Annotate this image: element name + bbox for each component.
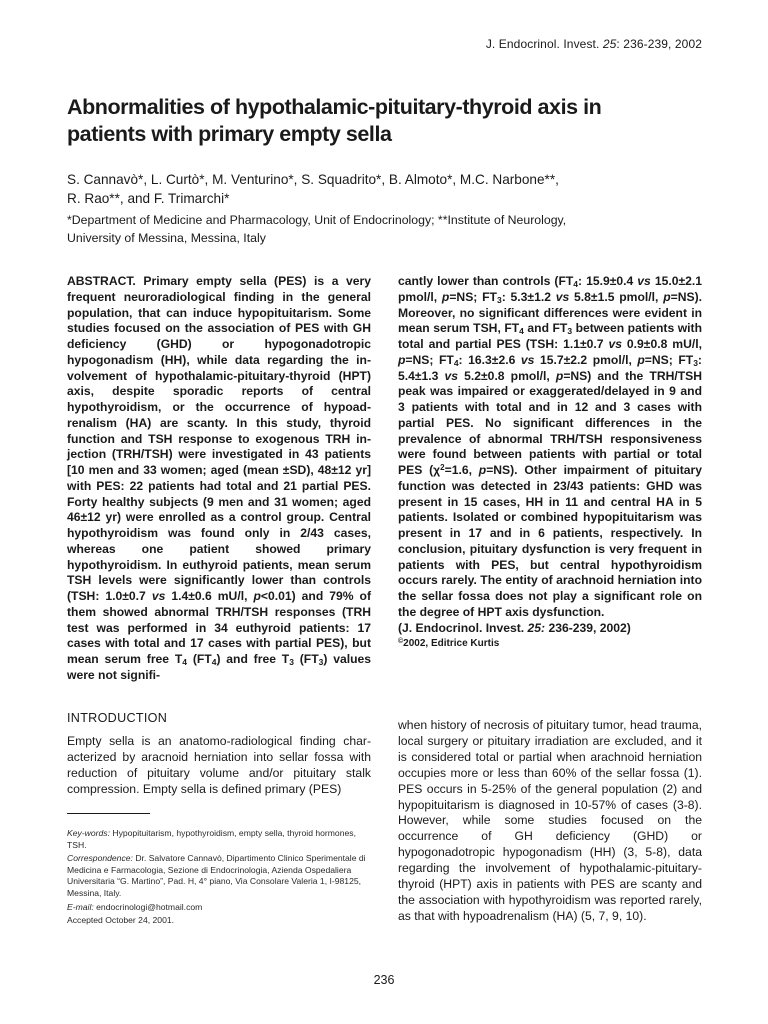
- introduction-heading: INTRODUCTION: [67, 711, 168, 725]
- abstract-text: p: [663, 289, 671, 304]
- keywords-label: Key-words:: [67, 828, 110, 838]
- journal-name: J. Endocrinol. Invest.: [485, 37, 600, 51]
- citation-text: 236-239, 2002): [545, 620, 631, 635]
- abstract-text: vs: [608, 337, 622, 351]
- abstract-text: 1.4±0.6 mU/l,: [165, 589, 254, 603]
- keywords-text: Hypopituitarism, hypothyroidism, empty sella, thyroid hormones, TSH.: [67, 828, 356, 850]
- keywords-footnote: [67, 828, 371, 851]
- subscript: 3: [318, 657, 324, 667]
- correspondence-text: Dr. Salvatore Cannavò, Dipartimento Clinico Sperimentale di Medicina e Farmacologia, Sezione di Endocrinologia, Azienda Ospedaliera Universitaria “G. Martino”, Pad. H, 4° piano, Via Consolare Valeria 1, I-98125, Messina, Italy.: [67, 853, 366, 898]
- affiliation-line-1: *Department of Medicine and Pharmacology, Unit of Endocrinology; **Institute of Neurology,: [67, 213, 567, 227]
- email-footnote: [67, 902, 371, 914]
- citation-volume: 25:: [527, 620, 546, 635]
- copyright-text: 2002, Editrice Kurtis: [403, 638, 500, 650]
- affiliation: [67, 211, 717, 247]
- abstract-text: ) values were not signifi-: [67, 652, 371, 682]
- correspondence-label: Correspondence:: [67, 853, 133, 864]
- abstract-text: =NS; FT: [405, 352, 454, 367]
- page-number: 236: [373, 973, 395, 987]
- abstract-text: : 15.9±0.4: [578, 274, 638, 288]
- abstract-right-column: [398, 274, 702, 651]
- abstract-text: =NS; FT: [644, 352, 694, 367]
- abstract-label: ABSTRACT.: [67, 274, 136, 288]
- abstract-text: and FT: [523, 321, 568, 336]
- abstract-text: p: [253, 589, 261, 603]
- abstract-text: p: [555, 368, 564, 383]
- subscript: 4: [182, 657, 188, 667]
- article-title: [67, 94, 707, 148]
- copyright-notice: [398, 636, 702, 651]
- abstract-text: Primary empty sella (PES) is a very frequent neuroradiological finding in the general population, that can induce hypopituitarism. Some studies focused on the association of PES with GH deficiency (GHD) or hypogonadotropic hypogonadism (HH), while data regarding the involvement of hypothalamic-pituitary-thyroid (HPT) axis, despite sporadic reports of central hypothyroidism, or the occurrence of hypoadrenalism (HA) are scanty. In this study, thyroid function and TSH response to exogenous TRH injection (TRH/TSH) were investigated in 43 patients [10 men and 33 women; aged (mean ±SD), 48±12 yr] with PES: 22 patients had total and 21 partial PES. Forty healthy subjects (9 men and 31 women; aged 46±12 yr) were enrolled as a control group. Central hypothyroidism was found only in 2/43 cases, whereas one patient showed primary hypothyroidism. In euthyroid patients, mean serum TSH levels were significantly lower than controls (TSH: 1.0±0.7: [67, 274, 371, 603]
- abstract-text: vs: [444, 368, 459, 383]
- introduction-right-text: when history of necrosis of pituitary tumor, head trauma, local surgery or pituitary irradiation are excluded, and it is considered total or partial when arachnoid herniation occupies more or less than 60% of the sellar fossa (1). PES occurs in 5-25% of the general population (2) and hypopituitarism is diagnosed in 10-57% of cases (3-8). However, while some studies focused on the occurrence of GH deficiency (GHD) or hypogonadotropic hypogonadism (HH) (3, 5-8), data regarding the involvement of hypothalamic-pituitary-thyroid (HPT) axis in patients with PES are scanty and the association with hypothyroidism was reported rarely, as that with hypoadrenalism (HA) (5, 7, 9, 10).: [398, 718, 702, 923]
- authors-line-2: R. Rao**, and F. Trimarchi*: [67, 191, 230, 206]
- subscript: 4: [453, 357, 459, 368]
- subscript: 3: [496, 294, 502, 305]
- introduction-left-text: Empty sella is an anatomo-radiological finding characterized by aracnoid herniation into sellar fossa with reduction of pituitary volume and/or pituitary stalk compression. Empty sella is defined primary (PES): [67, 734, 371, 796]
- affiliation-line-2: University of Messina, Messina, Italy: [67, 231, 266, 245]
- footnote-divider: [67, 813, 150, 814]
- correspondence-footnote: [67, 853, 371, 899]
- abstract-text: =NS). Other impairment of pituitary function was detected in 23/43 patients: GHD was present in 15 cases, HH in 11 and central HA in 5 patients. Isolated or combined hypopituitarism was present in 17 and in 6 patients, respectively. In conclusion, pituitary dysfunction is very frequent in patients with PES, but central hypothyroidism occurs rarely. The entity of arachnoid herniation into the sellar fossa does not play a significant role on the degree of HPT axis dysfunction.: [398, 463, 702, 619]
- abstract-text: p: [398, 352, 406, 367]
- abstract-text: vs: [637, 274, 651, 288]
- subscript: 3: [693, 357, 698, 368]
- citation-text: (J. Endocrinol. Invest.: [398, 620, 528, 635]
- subscript: 3: [289, 657, 294, 667]
- running-header: [0, 37, 702, 51]
- abstract-text: =NS) and the TRH/TSH peak was impaired or exaggerated/delayed in 9 and 3 patients with total and in 12 and 3 cases with partial PES. No significant differences in the prevalence of abnormal TRH/TSH responsiveness were found between patients with partial or total PES (: [398, 368, 703, 477]
- subscript: 3: [567, 326, 573, 337]
- abstract-text: vs: [520, 352, 535, 367]
- email-label: E-mail:: [67, 901, 94, 912]
- abstract-text: vs: [151, 589, 166, 603]
- abstract-text: 15.0±2.1 pmol/l,: [398, 274, 703, 304]
- abstract-citation: [398, 621, 631, 635]
- subscript: 4: [211, 657, 217, 667]
- title-line-2: patients with primary empty sella: [67, 122, 392, 146]
- chi-symbol: χ: [433, 463, 441, 477]
- abstract-text: =NS; FT: [449, 289, 497, 304]
- abstract-text: p: [637, 352, 645, 367]
- abstract-text: ) and free T: [216, 652, 290, 666]
- abstract-text: p: [478, 463, 487, 477]
- superscript: 2: [440, 463, 445, 472]
- author-list: [67, 170, 717, 208]
- abstract-text: =NS). Moreover, no significant differences were evident in mean serum TSH, FT: [398, 289, 702, 336]
- abstract-text: (FT: [187, 652, 212, 666]
- abstract-text: =1.6,: [444, 463, 479, 477]
- abstract-text: : 5.3±1.2: [501, 289, 556, 304]
- abstract-text: cantly lower than controls (FT: [398, 274, 574, 288]
- abstract-text: 0.9±0.8 mU/l,: [621, 337, 702, 351]
- subscript: 4: [573, 279, 579, 289]
- abstract-text: p: [441, 289, 450, 304]
- accepted-footnote: Accepted October 24, 2001.: [67, 915, 175, 926]
- journal-pages-year: : 236-239, 2002: [616, 37, 702, 51]
- abstract-text: 5.2±0.8 pmol/l,: [458, 368, 556, 383]
- abstract-flow-left: [67, 274, 371, 684]
- abstract-text: between patients with total and partial PES (TSH: 1.1±0.7: [398, 321, 702, 351]
- abstract-text: vs: [555, 289, 570, 304]
- abstract-flow-right: [398, 274, 702, 651]
- abstract-text: <0.01) and 79% of them showed abnormal TRH/TSH responses (TRH test was performed in 34 euthyroid patients: 17 cases with total and 17 cases with partial PES), but mean serum free T: [67, 589, 372, 666]
- abstract-text: : 5.4±1.3: [398, 352, 702, 383]
- abstract-text: (FT: [293, 652, 319, 666]
- authors-line-1: S. Cannavò*, L. Curtò*, M. Venturino*, S. Squadrito*, B. Almoto*, M.C. Narbone**,: [67, 172, 559, 187]
- title-line-1: Abnormalities of hypothalamic-pituitary-thyroid axis in: [67, 95, 602, 119]
- subscript: 4: [519, 326, 524, 337]
- email-address: endocrinologi@hotmail.com: [93, 901, 203, 912]
- abstract-text: : 16.3±2.6: [458, 352, 521, 367]
- copyright-symbol: ©: [398, 638, 404, 646]
- journal-volume: 25: [602, 37, 617, 51]
- abstract-text: 15.7±2.2 pmol/l,: [534, 352, 638, 367]
- abstract-left-column: [67, 274, 372, 682]
- abstract-text: 5.8±1.5 pmol/l,: [569, 289, 664, 304]
- footnotes: [67, 828, 371, 929]
